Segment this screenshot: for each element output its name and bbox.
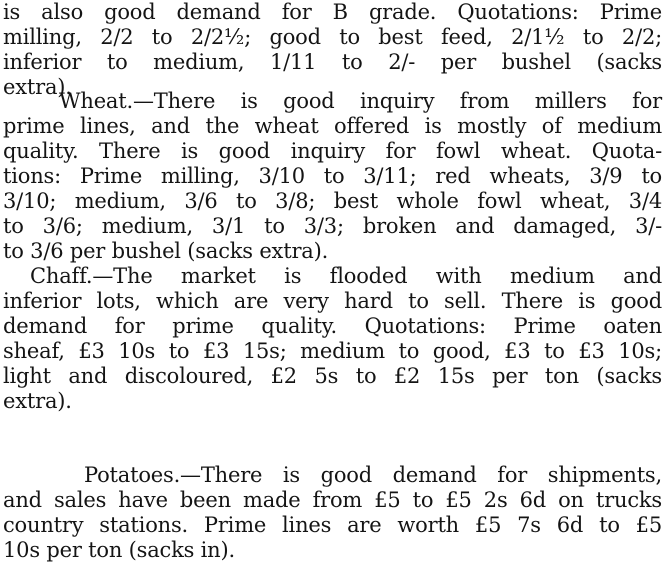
text-line: light and discoloured, £2 5s to £2 15s per ton (sacks bbox=[3, 364, 662, 388]
text-line: and sales have been made from £5 to £5 2s 6d on trucks bbox=[3, 488, 662, 512]
paragraph-heading-chaff: Chaff.—The market is flooded with medium and bbox=[30, 264, 662, 288]
text-line: extra). bbox=[3, 389, 72, 413]
text-line: inferior lots, which are very hard to sell. There is good bbox=[3, 289, 662, 313]
text-line: 10s per ton (sacks in). bbox=[3, 538, 235, 562]
text-line: 3/10; medium, 3/6 to 3/8; best whole fowl wheat, 3/4 bbox=[3, 189, 662, 213]
text-line: to 3/6 per bushel (sacks extra). bbox=[3, 239, 329, 263]
text-line: inferior to medium, 1/11 to 2/- per bushel (sacks bbox=[3, 50, 662, 74]
text-line: is also good demand for B grade. Quotations: Prime bbox=[3, 0, 662, 24]
text-line: country stations. Prime lines are worth £5 7s 6d to £5 bbox=[3, 513, 662, 537]
text-line: prime lines, and the wheat offered is mostly of medium bbox=[3, 114, 662, 138]
text-line: to 3/6; medium, 3/1 to 3/3; broken and damaged, 3/- bbox=[3, 214, 662, 238]
text-line: sheaf, £3 10s to £3 15s; medium to good, £3 to £3 10s; bbox=[3, 339, 662, 363]
paragraph-heading-potatoes: Potatoes.—There is good demand for shipments, bbox=[84, 463, 662, 487]
text-line: extra). bbox=[3, 75, 72, 99]
text-line: milling, 2/2 to 2/2½; good to best feed, 2/1½ to 2/2; bbox=[3, 25, 662, 49]
text-line: tions: Prime milling, 3/10 to 3/11; red wheats, 3/9 to bbox=[3, 164, 662, 188]
text-line: demand for prime quality. Quotations: Prime oaten bbox=[3, 314, 662, 338]
text-line: quality. There is good inquiry for fowl wheat. Quota- bbox=[3, 139, 662, 163]
paragraph-heading-wheat: Wheat.—There is good inquiry from millers for bbox=[59, 89, 662, 113]
